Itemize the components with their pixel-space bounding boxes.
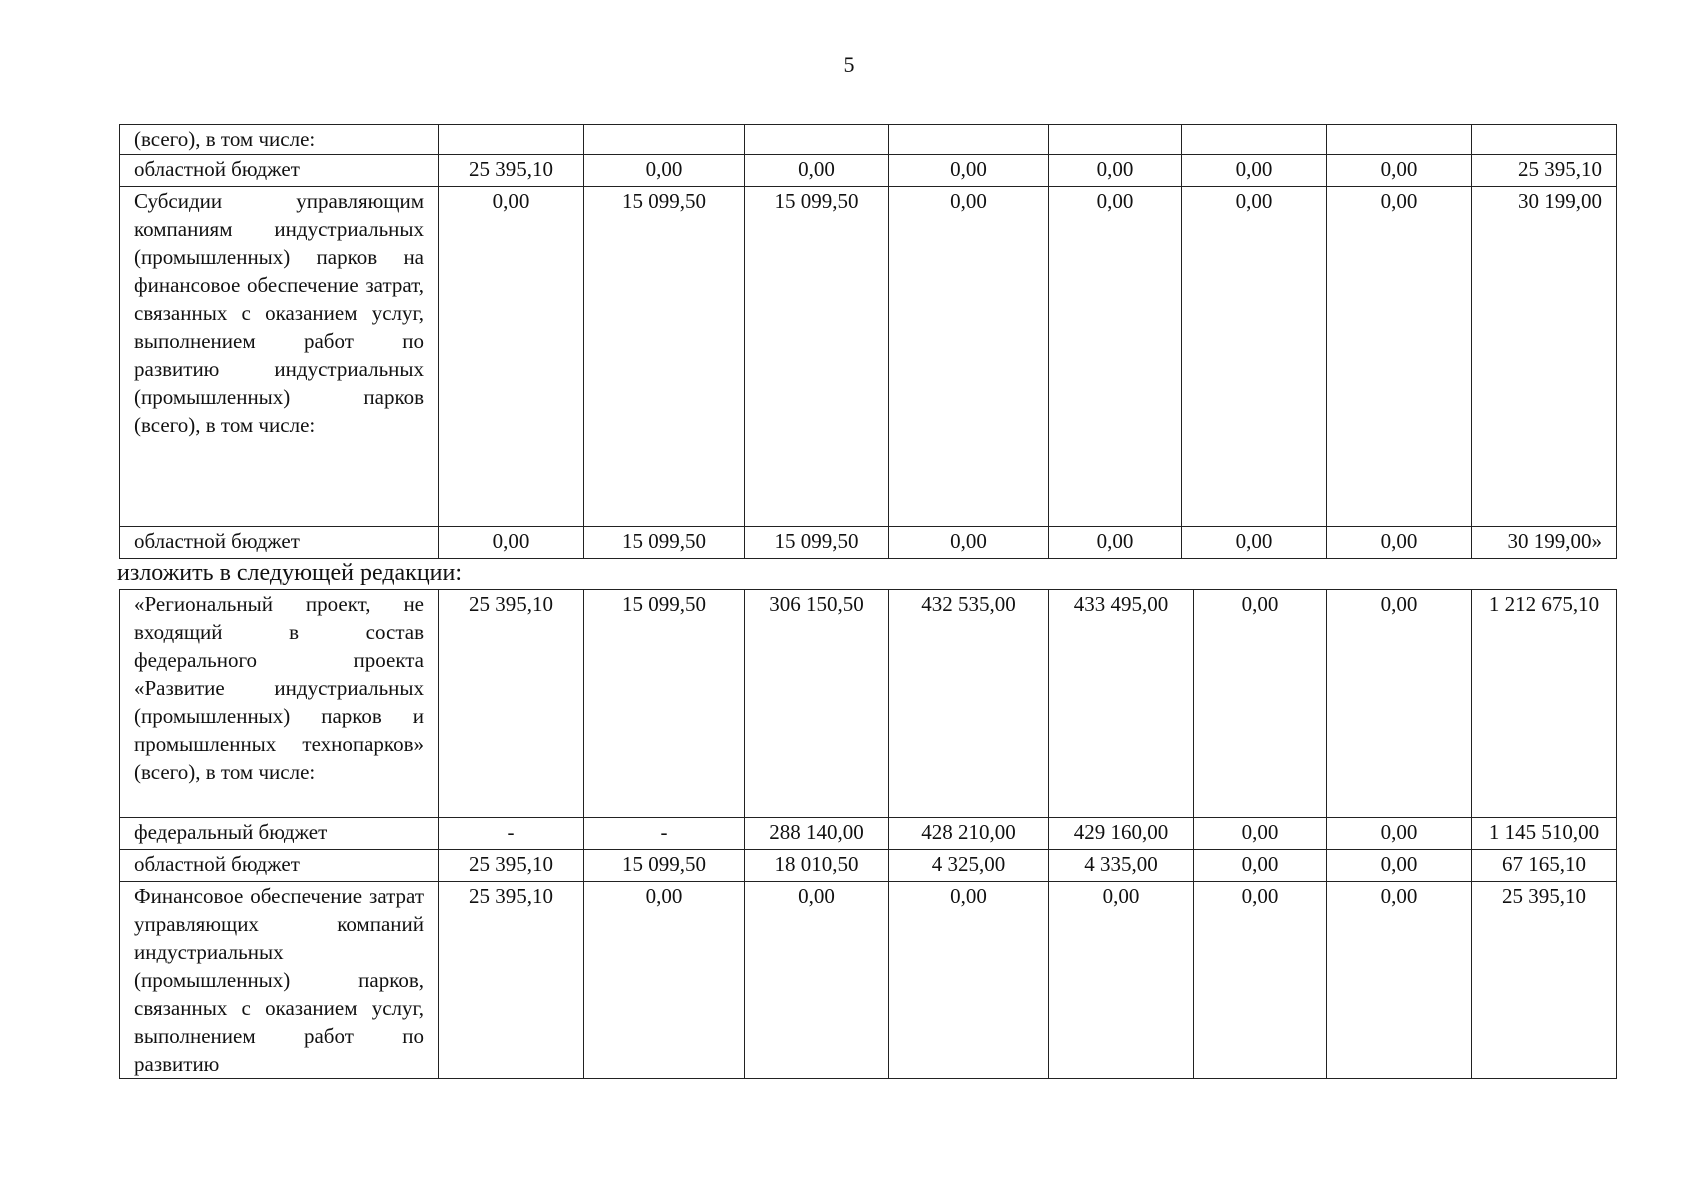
- cell-total: 1 212 675,10: [1472, 590, 1617, 818]
- cell-2022: 0,00: [889, 155, 1049, 187]
- cell-2020: -: [584, 818, 745, 850]
- cell-2021: 0,00: [745, 155, 889, 187]
- cell-2024: 0,00: [1194, 850, 1327, 882]
- cell-2025: 0,00: [1327, 818, 1472, 850]
- cell-2021: [745, 125, 889, 155]
- cell-2020: 15 099,50: [584, 590, 745, 818]
- cell-2021: 18 010,50: [745, 850, 889, 882]
- row-label: «Региональный проект, не входящий в состав федерального проекта «Развитие индустриальных (промышленных) парков и промышленных технопарков» (всего), в том числе:: [120, 590, 439, 818]
- cell-2019: -: [439, 818, 584, 850]
- cell-2025: 0,00: [1327, 187, 1472, 527]
- instruction-text: изложить в следующей редакции:: [117, 560, 463, 586]
- row-label: федеральный бюджет: [120, 818, 439, 850]
- row-label: Финансовое обеспечение затрат управляющих компаний индустриальных (промышленных) парков, связанных с оказанием услуг, выполнением работ по развитию: [120, 882, 439, 1079]
- cell-2023: 433 495,00: [1049, 590, 1194, 818]
- budget-table-bottom: [119, 589, 1617, 1079]
- cell-total: 1 145 510,00: [1472, 818, 1617, 850]
- cell-2022: 428 210,00: [889, 818, 1049, 850]
- cell-2022: 0,00: [889, 187, 1049, 527]
- row-label: областной бюджет: [120, 155, 439, 187]
- cell-2019: 25 395,10: [439, 590, 584, 818]
- cell-2022: 4 325,00: [889, 850, 1049, 882]
- cell-2024: [1182, 125, 1327, 155]
- cell-2021: 306 150,50: [745, 590, 889, 818]
- cell-2019: 0,00: [439, 527, 584, 559]
- cell-2022: 0,00: [889, 882, 1049, 1079]
- cell-2024: 0,00: [1182, 187, 1327, 527]
- cell-2020: 0,00: [584, 155, 745, 187]
- table-row: [120, 882, 1617, 1079]
- cell-total: 67 165,10: [1472, 850, 1617, 882]
- cell-2023: 0,00: [1049, 527, 1182, 559]
- cell-2025: 0,00: [1327, 527, 1472, 559]
- cell-2023: 429 160,00: [1049, 818, 1194, 850]
- row-label: (всего), в том числе:: [120, 125, 439, 155]
- cell-total: [1472, 125, 1617, 155]
- cell-2021: 15 099,50: [745, 187, 889, 527]
- cell-2024: 0,00: [1194, 590, 1327, 818]
- cell-2025: 0,00: [1327, 590, 1472, 818]
- cell-2023: 4 335,00: [1049, 850, 1194, 882]
- cell-2019: 0,00: [439, 187, 584, 527]
- cell-2023: 0,00: [1049, 187, 1182, 527]
- cell-2024: 0,00: [1182, 155, 1327, 187]
- cell-2019: 25 395,10: [439, 882, 584, 1079]
- cell-2021: 288 140,00: [745, 818, 889, 850]
- cell-2019: [439, 125, 584, 155]
- cell-2022: [889, 125, 1049, 155]
- cell-2020: 15 099,50: [584, 850, 745, 882]
- cell-total: 30 199,00»: [1472, 527, 1617, 559]
- cell-2022: 432 535,00: [889, 590, 1049, 818]
- table-row: [120, 850, 1617, 882]
- cell-2025: 0,00: [1327, 850, 1472, 882]
- table-row: [120, 527, 1617, 559]
- cell-2024: 0,00: [1194, 882, 1327, 1079]
- table-row: [120, 590, 1617, 818]
- cell-2024: 0,00: [1182, 527, 1327, 559]
- cell-2025: 0,00: [1327, 882, 1472, 1079]
- table-row: [120, 125, 1617, 155]
- table-row: [120, 187, 1617, 527]
- cell-2020: 15 099,50: [584, 527, 745, 559]
- row-label: Субсидии управляющим компаниям индустриальных (промышленных) парков на финансовое обеспечение затрат, связанных с оказанием услуг, выполнением работ по развитию индустриальных (промышленных) парков (всего), в том числе:: [120, 187, 439, 527]
- cell-2021: 0,00: [745, 882, 889, 1079]
- cell-2020: [584, 125, 745, 155]
- cell-total: 30 199,00: [1472, 187, 1617, 527]
- cell-2020: 0,00: [584, 882, 745, 1079]
- row-label: областной бюджет: [120, 527, 439, 559]
- cell-total: 25 395,10: [1472, 882, 1617, 1079]
- table-row: [120, 818, 1617, 850]
- cell-2023: [1049, 125, 1182, 155]
- cell-2022: 0,00: [889, 527, 1049, 559]
- cell-2025: 0,00: [1327, 155, 1472, 187]
- cell-2025: [1327, 125, 1472, 155]
- cell-total: 25 395,10: [1472, 155, 1617, 187]
- cell-2019: 25 395,10: [439, 850, 584, 882]
- cell-2020: 15 099,50: [584, 187, 745, 527]
- cell-2024: 0,00: [1194, 818, 1327, 850]
- cell-2023: 0,00: [1049, 882, 1194, 1079]
- cell-2021: 15 099,50: [745, 527, 889, 559]
- page-number: 5: [843, 52, 855, 77]
- table-row: [120, 155, 1617, 187]
- cell-2023: 0,00: [1049, 155, 1182, 187]
- cell-2019: 25 395,10: [439, 155, 584, 187]
- row-label: областной бюджет: [120, 850, 439, 882]
- budget-table-top: [119, 124, 1617, 559]
